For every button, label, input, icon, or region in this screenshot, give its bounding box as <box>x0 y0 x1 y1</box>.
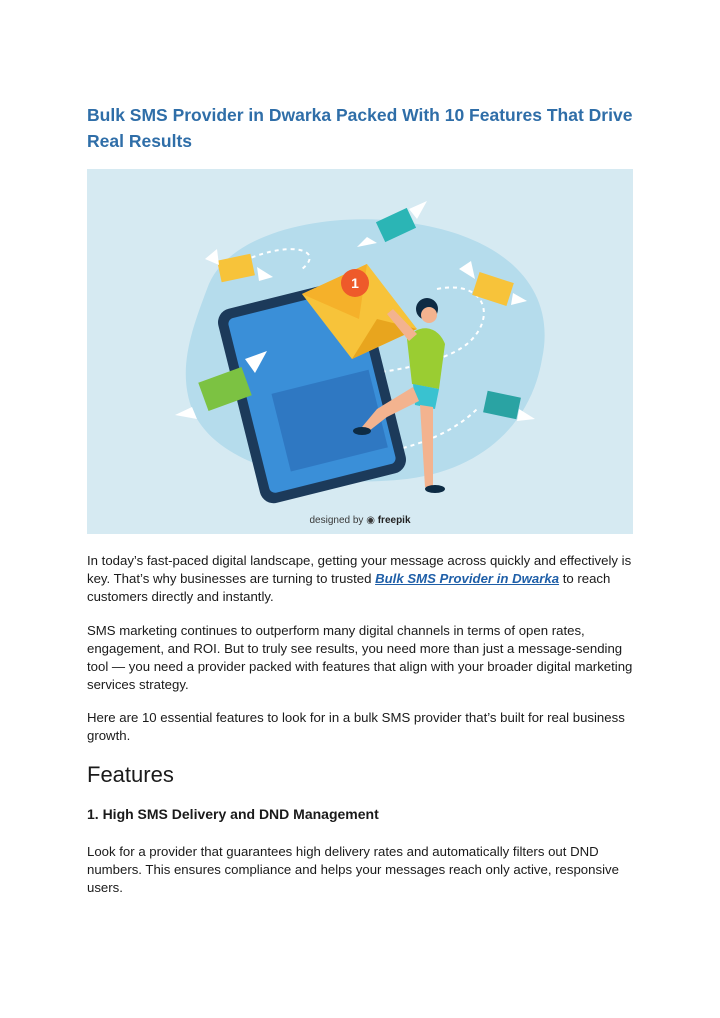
paragraph-3: Here are 10 essential features to look for in a bulk SMS provider that’s built for real business growth. <box>87 710 625 743</box>
credit-prefix: designed by <box>309 515 364 526</box>
svg-text:1: 1 <box>351 275 359 291</box>
feature-1-text: Look for a provider that guarantees high delivery rates and automatically filters out DND numbers. This ensures compliance and helps your messages reach only active, responsive users. <box>87 844 619 895</box>
credit-brand: freepik <box>377 515 411 526</box>
feature-1-heading: 1. High SMS Delivery and DND Management <box>87 806 379 822</box>
paragraph-2: SMS marketing continues to outperform many digital channels in terms of open rates, engagement, and ROI. But to truly see results, you need more than just a message-sending tool — you need a provider packed with features that align with your broader digital marketing services strategy. <box>87 623 633 692</box>
image-credit <box>87 515 633 526</box>
article-title: Bulk SMS Provider in Dwarka Packed With 10 Features That Drive Real Results <box>87 105 633 151</box>
features-heading: Features <box>87 762 174 787</box>
intro-paragraph <box>87 552 639 606</box>
hero-illustration <box>87 169 633 534</box>
sms-illustration <box>87 169 633 534</box>
bulk-sms-link[interactable]: Bulk SMS Provider in Dwarka <box>375 571 560 586</box>
freepik-logo-icon: ◉ <box>366 515 375 526</box>
intro-text: In today’s fast-paced digital landscape, getting your message across quickly and effectively is key. That’s why businesses are turning to trusted <box>87 553 632 586</box>
intro-text-tail: to reach customers directly and instantly. <box>87 571 611 604</box>
